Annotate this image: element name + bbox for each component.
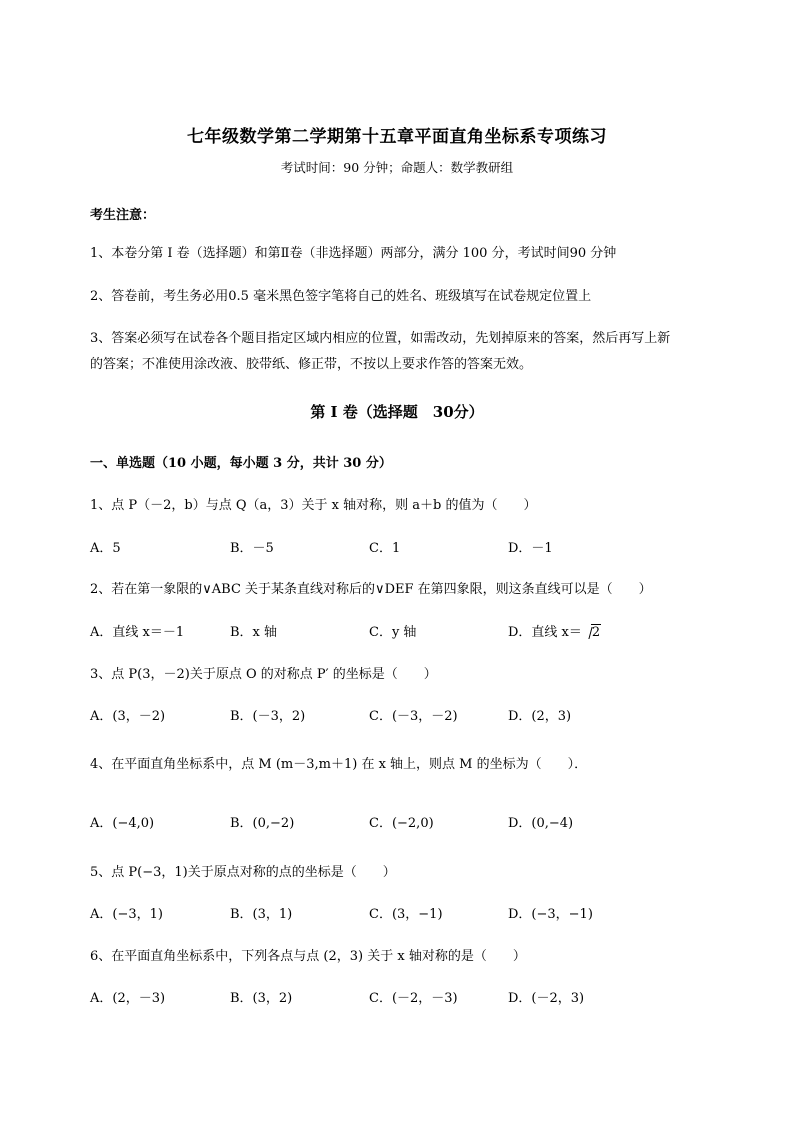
option-a: A．(−4,0) [90, 816, 155, 831]
option-a: A．(3，－2) [90, 709, 166, 724]
option-c: C．(−2,0) [369, 816, 434, 831]
option-c: C．(3，−1) [369, 907, 443, 922]
question-stem: 4、在平面直角坐标系中，点 M (m－3,m＋1) 在 x 轴上，则点 M 的坐标为（ ）． [90, 757, 588, 772]
exam-meta: 考试时间：90 分钟；命题人：数学教研组 [280, 160, 514, 175]
option-b: B．(3，2) [230, 991, 293, 1006]
section-title: 第 I 卷（选择题 30分） [310, 403, 484, 421]
option-c: C．y 轴 [369, 625, 417, 640]
question-stem: 6、在平面直角坐标系中，下列各点与点 (2，3) 关于 x 轴对称的是（ ） [90, 949, 526, 964]
question-stem: 1、点 P（－2，b）与点 Q（a，3）关于 x 轴对称，则 a＋b 的值为（ ） [90, 498, 537, 513]
option-d: D．(2，3) [508, 709, 572, 724]
option-b: B．(－3，2) [230, 709, 306, 724]
option-a: A．5 [90, 541, 121, 556]
option-a: A．(−3，1) [90, 907, 163, 922]
option-b: B．(3，1) [230, 907, 293, 922]
note-item: 2、答卷前，考生务必用0.5 毫米黑色签字笔将自己的姓名、班级填写在试卷规定位置上 [90, 289, 592, 304]
notes-heading: 考生注意： [90, 208, 156, 223]
part-heading: 一、单选题（10 小题，每小题 3 分，共计 30 分） [90, 456, 392, 471]
option-b: B．－5 [230, 541, 274, 556]
option-c: C．1 [369, 541, 401, 556]
option-a: A．(2，－3) [90, 991, 166, 1006]
note-item: 1、本卷分第 I 卷（选择题）和第Ⅱ卷（非选择题）两部分，满分 100 分，考试时间90 分钟 [90, 246, 617, 261]
option-b: B．(0,−2) [230, 816, 295, 831]
option-d [508, 621, 601, 640]
question-stem: 5、点 P(−3，1)关于原点对称的点的坐标是（ ） [90, 865, 396, 880]
option-b: B．x 轴 [230, 625, 278, 640]
option-c: C．(－2，－3) [369, 991, 458, 1006]
question-stem: 2、若在第一象限的∨ABC 关于某条直线对称后的∨DEF 在第四象限，则这条直线可以是（ ） [90, 582, 652, 597]
sqrt-radicand: 2 [591, 625, 601, 640]
question-stem: 3、点 P(3，－2)关于原点 O 的对称点 P′ 的坐标是（ ） [90, 667, 437, 682]
option-d: D．(－2，3) [508, 991, 585, 1006]
option-d: D．－1 [508, 541, 553, 556]
option-c: C．(－3，－2) [369, 709, 458, 724]
option-d-text: D．直线 x＝ [508, 625, 582, 640]
page-title: 七年级数学第二学期第十五章平面直角坐标系专项练习 [187, 127, 607, 147]
option-a: A．直线 x＝－1 [90, 625, 185, 640]
note-item: 3、答案必须写在试卷各个题目指定区域内相应的位置，如需改动，先划掉原来的答案，然后再写上新 [90, 331, 671, 346]
sqrt-symbol [582, 625, 601, 640]
option-d: D．(0,−4) [508, 816, 574, 831]
option-d: D．(−3，−1) [508, 907, 593, 922]
note-item: 的答案；不准使用涂改液、胶带纸、修正带，不按以上要求作答的答案无效。 [90, 357, 533, 372]
